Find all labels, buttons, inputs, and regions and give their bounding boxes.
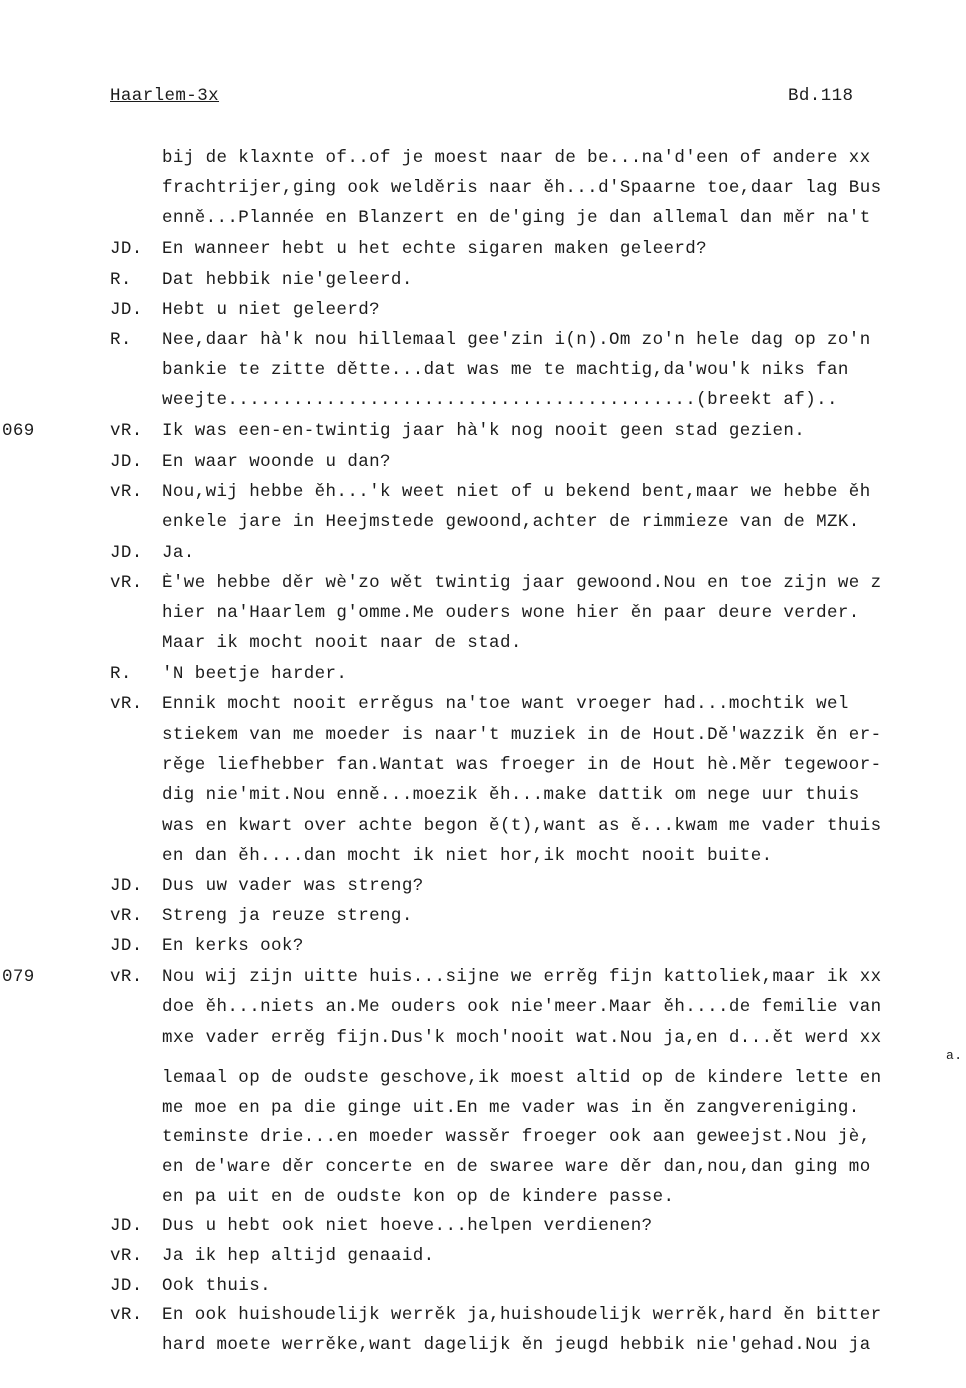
header-right: Bd.118 <box>788 86 854 106</box>
line-text: Dus uw vader was streng? <box>162 876 424 896</box>
transcript-line <box>0 1335 966 1365</box>
transcript-line <box>0 664 966 694</box>
line-text: enkele jare in Heejmstede gewoond,achter de rimmieze van de MZK. <box>162 512 860 532</box>
transcript-line <box>0 1028 966 1058</box>
speaker-label: JD. <box>110 543 143 563</box>
speaker-label: JD. <box>110 876 143 896</box>
line-text: doe ěh...niets an.Me ouders ook nie'meer.Maar ěh....de femilie van <box>162 997 882 1017</box>
transcript-line <box>0 633 966 663</box>
transcript-line <box>0 755 966 785</box>
line-text: Nou,wij hebbe ěh...'k weet niet of u bekend bent,maar we hebbe ěh <box>162 482 871 502</box>
line-text: Nou wij zijn uitte huis...sijne we errěg fijn kattoliek,maar ik xx <box>162 967 882 987</box>
line-text: bankie te zitte dětte...dat was me te machtig,da'wou'k niks fan <box>162 360 849 380</box>
line-text: 'N beetje harder. <box>162 664 348 684</box>
tape-counter: 079 <box>2 967 35 987</box>
line-text: En waar woonde u dan? <box>162 452 391 472</box>
transcript-line <box>0 390 966 420</box>
line-text: en pa uit en de oudste kon op de kindere passe. <box>162 1187 675 1207</box>
transcript-line <box>0 482 966 512</box>
speaker-label: R. <box>110 330 132 350</box>
line-text: enně...Plannée en Blanzert en de'ging je dan allemal dan měr na't <box>162 208 871 228</box>
line-text: Ennik mocht nooit errěgus na'toe want vroeger had...mochtik wel <box>162 694 849 714</box>
speaker-label: vR. <box>110 906 143 926</box>
line-text: È'we hebbe děr wè'zo wět twintig jaar gewoond.Nou en toe zijn we z <box>162 573 882 593</box>
speaker-label: vR. <box>110 573 143 593</box>
speaker-label: vR. <box>110 482 143 502</box>
transcript-line <box>0 1276 966 1306</box>
line-text: en de'ware děr concerte en de swaree ware děr dan,nou,dan ging mo <box>162 1157 871 1177</box>
transcript-line <box>0 1305 966 1335</box>
transcript-line <box>0 876 966 906</box>
line-text: teminste drie...en moeder wassěr froeger ook aan geweejst.Nou jè, <box>162 1127 871 1147</box>
transcript-line <box>0 300 966 330</box>
transcript-line <box>0 421 966 451</box>
line-text: dig nie'mit.Nou enně...moezik ěh...make dattik om nege uur thuis <box>162 785 860 805</box>
line-text: Maar ik mocht nooit naar de stad. <box>162 633 522 653</box>
transcript-line <box>0 694 966 724</box>
transcript-line <box>0 573 966 603</box>
transcript-line <box>0 967 966 997</box>
transcript-line <box>0 330 966 360</box>
transcript-line <box>0 543 966 573</box>
margin-note: a. <box>946 1048 963 1063</box>
transcript-line <box>0 816 966 846</box>
transcript-line <box>0 1098 966 1128</box>
speaker-label: vR. <box>110 1305 143 1325</box>
transcript-line <box>0 936 966 966</box>
speaker-label: vR. <box>110 967 143 987</box>
header-left: Haarlem-3x <box>110 86 220 106</box>
speaker-label: JD. <box>110 1216 143 1236</box>
line-text: Streng ja reuze streng. <box>162 906 413 926</box>
transcript-line <box>0 178 966 208</box>
line-text: hier na'Haarlem g'omme.Me ouders wone hier ěn paar deure verder. <box>162 603 860 623</box>
speaker-label: vR. <box>110 421 143 441</box>
line-text: frachtrijer,ging ook welděris naar ěh...d'Spaarne toe,daar lag Bus <box>162 178 882 198</box>
transcript-line <box>0 512 966 542</box>
speaker-label: JD. <box>110 452 143 472</box>
transcript-line <box>0 846 966 876</box>
line-text: Ja. <box>162 543 195 563</box>
transcript-line <box>0 270 966 300</box>
transcript-line <box>0 360 966 390</box>
line-text: Ook thuis. <box>162 1276 272 1296</box>
line-text: En wanneer hebt u het echte sigaren maken geleerd? <box>162 239 708 259</box>
transcript-line <box>0 997 966 1027</box>
line-text: Hebt u niet geleerd? <box>162 300 381 320</box>
transcript-line <box>0 603 966 633</box>
line-text: Nee,daar hà'k nou hillemaal gee'zin i(n).Om zo'n hele dag op zo'n <box>162 330 871 350</box>
speaker-label: JD. <box>110 1276 143 1296</box>
line-text: Ik was een-en-twintig jaar hà'k nog nooit geen stad gezien. <box>162 421 806 441</box>
line-text: weejte...........................................(breekt af).. <box>162 390 838 410</box>
tape-counter: 069 <box>2 421 35 441</box>
line-text: stiekem van me moeder is naar't muziek in de Hout.Dě'wazzik ěn er- <box>162 725 882 745</box>
line-text: Dat hebbik nie'geleerd. <box>162 270 413 290</box>
transcript-line <box>0 239 966 269</box>
transcript-line <box>0 906 966 936</box>
speaker-label: vR. <box>110 694 143 714</box>
transcript-line <box>0 1246 966 1276</box>
line-text: Dus u hebt ook niet hoeve...helpen verdienen? <box>162 1216 653 1236</box>
transcript-line <box>0 148 966 178</box>
speaker-label: R. <box>110 664 132 684</box>
line-text: me moe en pa die ginge uit.En me vader was in ěn zangvereniging. <box>162 1098 860 1118</box>
line-text: rěge liefhebber fan.Wantat was froeger in de Hout hè.Měr tegewoor- <box>162 755 882 775</box>
speaker-label: JD. <box>110 239 143 259</box>
speaker-label: JD. <box>110 936 143 956</box>
transcript-line <box>0 1216 966 1246</box>
speaker-label: R. <box>110 270 132 290</box>
line-text: lemaal op de oudste geschove,ik moest altid op de kindere lette en <box>162 1068 882 1088</box>
line-text: en dan ěh....dan mocht ik niet hor,ik mocht nooit buite. <box>162 846 773 866</box>
speaker-label: vR. <box>110 1246 143 1266</box>
transcript-line <box>0 1187 966 1217</box>
transcript-line <box>0 208 966 238</box>
line-text: was en kwart over achte begon ě(t),want as ě...kwam me vader thuis <box>162 816 882 836</box>
transcript-line <box>0 1157 966 1187</box>
line-text: Ja ik hep altijd genaaid. <box>162 1246 435 1266</box>
line-text: mxe vader errěg fijn.Dus'k moch'nooit wat.Nou ja,en d...ět werd xx <box>162 1028 882 1048</box>
transcript-line <box>0 725 966 755</box>
speaker-label: JD. <box>110 300 143 320</box>
transcript-line <box>0 1127 966 1157</box>
line-text: bij de klaxnte of..of je moest naar de be...na'd'een of andere xx <box>162 148 871 168</box>
line-text: En kerks ook? <box>162 936 304 956</box>
transcript-line <box>0 785 966 815</box>
transcript-line <box>0 452 966 482</box>
transcript-line <box>0 1068 966 1098</box>
line-text: hard moete werrěke,want dagelijk ěn jeugd hebbik nie'gehad.Nou ja <box>162 1335 871 1355</box>
line-text: En ook huishoudelijk werrěk ja,huishoudelijk werrěk,hard ěn bitter <box>162 1305 882 1325</box>
